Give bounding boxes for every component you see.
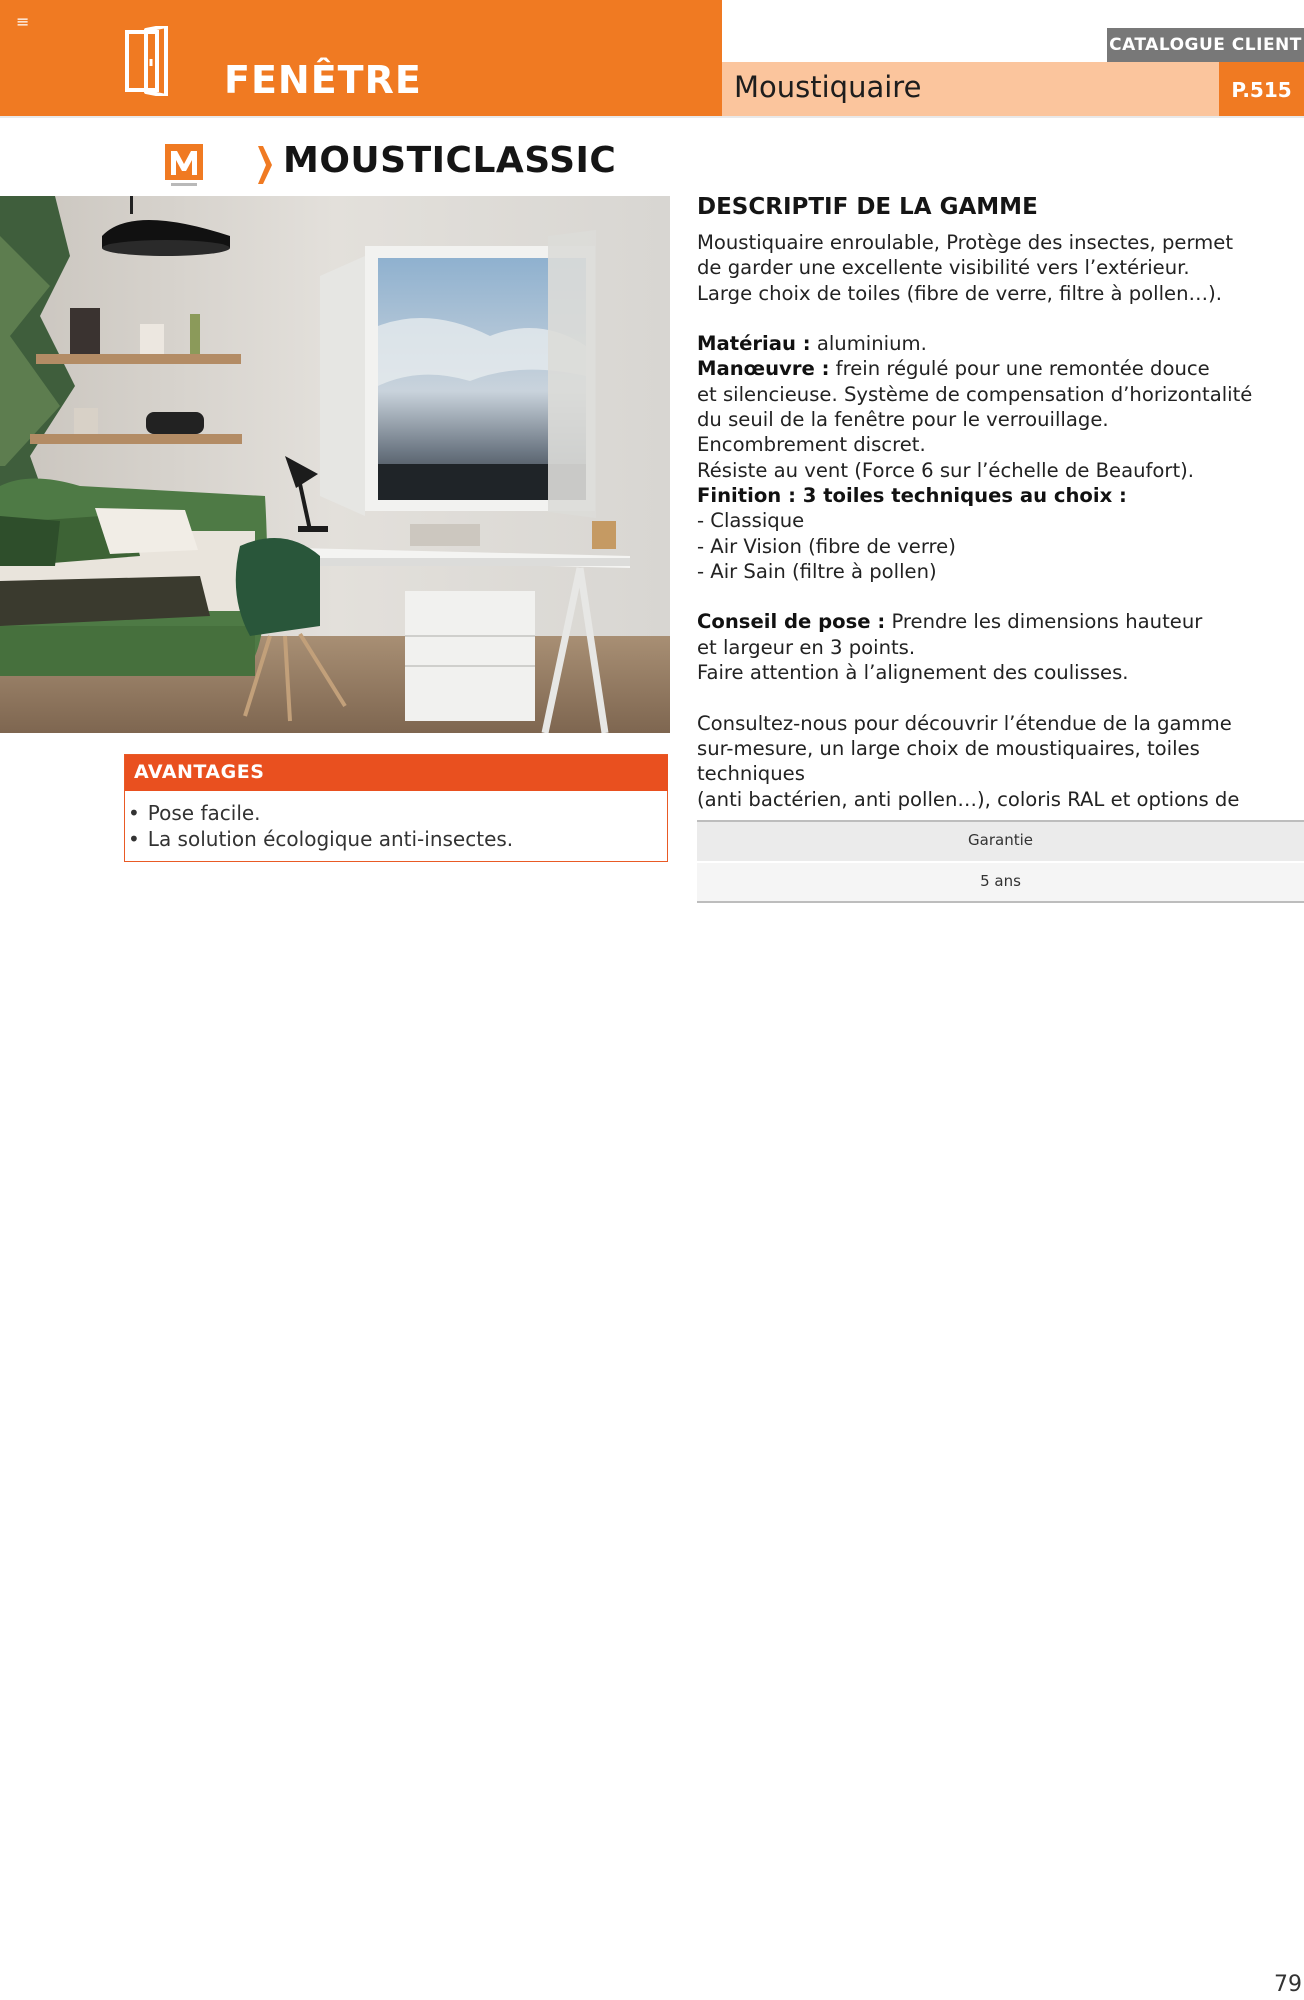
text-line: Moustiquaire enroulable, Protège des insectes, permet: [697, 231, 1234, 254]
text-line: Large choix de toiles (fibre de verre, filtre à pollen…).: [697, 281, 1222, 305]
brand-logo-icon: [165, 144, 203, 188]
description-title: DESCRIPTIF DE LA GAMME: [697, 194, 1038, 220]
table-cell: 5 ans: [697, 861, 1304, 901]
manoeuvre-line: Manœuvre : frein régulé pour une remontée douce: [697, 357, 1210, 381]
text-line: et silencieuse. Système de compensation d’horizontalité: [697, 382, 1253, 406]
text-line: du seuil de la fenêtre pour le verrouillage.: [697, 408, 1109, 432]
section-title: Moustiquaire: [734, 70, 922, 104]
text-line: Consultez-nous pour découvrir l’étendue de la gamme: [697, 711, 1232, 735]
description-body: [697, 230, 1297, 837]
list-item: - Classique: [697, 509, 805, 533]
text-line: Encombrement discret.: [697, 433, 926, 457]
list-item: - Air Vision (fibre de verre): [697, 534, 956, 558]
header-divider: [0, 116, 1304, 118]
conseil-line: Conseil de pose : Prendre les dimensions hauteur: [697, 610, 1203, 634]
text-line: Faire attention à l’alignement des coulisses.: [697, 661, 1129, 685]
advantages-title: AVANTAGES: [134, 761, 265, 783]
text-line: Résiste au vent (Force 6 sur l’échelle de Beaufort).: [697, 458, 1195, 482]
text-line: (anti bactérien, anti pollen…), coloris RAL et options de: [697, 787, 1240, 811]
text-line: sur-mesure, un large choix de moustiquaires, toiles techniques: [697, 736, 1200, 786]
menu-icon[interactable]: ≡: [16, 12, 30, 31]
text-line: et largeur en 3 points.: [697, 635, 916, 659]
list-item: • La solution écologique anti-insectes.: [128, 826, 513, 852]
category-title: FENÊTRE: [224, 58, 422, 102]
list-item: • Pose facile.: [128, 800, 513, 826]
table-header-cell: Garantie: [697, 822, 1304, 861]
product-title: MOUSTICLASSIC: [283, 140, 617, 181]
warranty-table: [697, 820, 1304, 903]
text-line: de garder une excellente visibilité vers l’extérieur.: [697, 256, 1190, 280]
list-item: - Air Sain (filtre à pollen): [697, 559, 937, 583]
chevron-right-icon: [258, 146, 272, 184]
window-door-icon: [124, 26, 170, 96]
catalogue-client-badge: CATALOGUE CLIENT: [1107, 28, 1304, 62]
advantages-list: [128, 800, 513, 852]
materiau-line: Matériau : aluminium.: [697, 332, 927, 356]
bedroom-window-photo: [0, 196, 670, 733]
page-reference: P.515: [1219, 62, 1304, 116]
page-number: 79: [1274, 1972, 1302, 1997]
finition-line: Finition : 3 toiles techniques au choix :: [697, 483, 1127, 507]
